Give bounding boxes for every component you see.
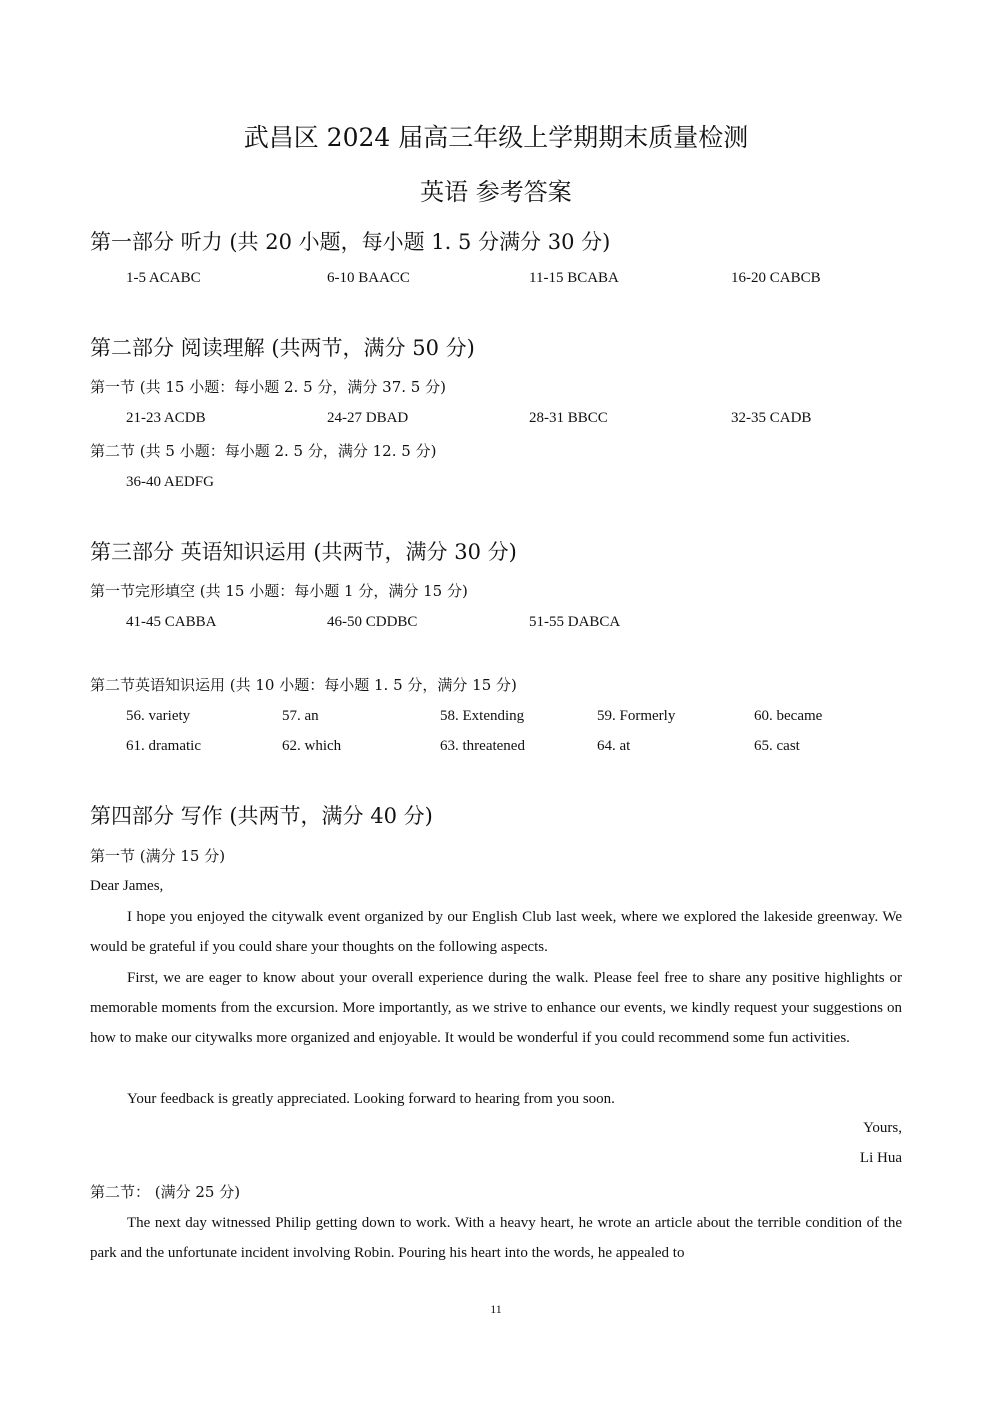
letter-closing: Yours,: [863, 1120, 902, 1136]
part1-heading: 第一部分 听力 (共 20 小题，每小题 1. 5 分满分 30 分): [90, 230, 611, 254]
answer-word: 59. Formerly: [597, 708, 676, 724]
answer-word: 57. an: [282, 708, 319, 724]
answer-word: 60. became: [754, 708, 823, 724]
answer-group: 46-50 CDDBC: [327, 614, 418, 630]
answer-word: 64. at: [597, 738, 631, 754]
part2-heading: 第二部分 阅读理解 (共两节，满分 50 分): [90, 336, 475, 360]
answer-word: 56. variety: [126, 708, 191, 724]
part3-heading: 第三部分 英语知识运用 (共两节，满分 30 分): [90, 540, 517, 564]
answer-group: 36-40 AEDFG: [126, 474, 214, 490]
part4-section1-heading: 第一节 (满分 15 分): [90, 847, 226, 865]
part2-section1-heading: 第一节 (共 15 小题：每小题 2. 5 分，满分 37. 5 分): [90, 378, 446, 396]
letter-paragraph: First, we are eager to know about your overall experience during the walk. Please feel free to share any positive highlights or memorable moments from the excursion. More importantly, as we strive to enhance our events, we kindly request your suggestions on how to make our citywalks more organized and enjoyable. It would be wonderful if you could recommend some fun activities.: [90, 970, 902, 1046]
answer-group: 24-27 DBAD: [327, 410, 409, 426]
page-number: 11: [490, 1302, 502, 1316]
answer-group: 28-31 BBCC: [529, 410, 608, 426]
answer-group: 41-45 CABBA: [126, 614, 217, 630]
answer-group: 6-10 BAACC: [327, 270, 410, 286]
answer-group: 1-5 ACABC: [126, 270, 201, 286]
story-paragraph: The next day witnessed Philip getting down to work. With a heavy heart, he wrote an article about the terrible condition of the park and the unfortunate incident involving Robin. Pouring his heart into the words, he appealed to: [90, 1215, 902, 1261]
answer-word: 61. dramatic: [126, 738, 201, 754]
answer-word: 65. cast: [754, 738, 800, 754]
part3-section1-heading: 第一节完形填空 (共 15 小题：每小题 1 分，满分 15 分): [90, 582, 468, 600]
letter-greeting: Dear James,: [90, 878, 164, 894]
part2-section2-heading: 第二节 (共 5 小题：每小题 2. 5 分，满分 12. 5 分): [90, 442, 437, 460]
part3-section2-heading: 第二节英语知识运用 (共 10 小题：每小题 1. 5 分，满分 15 分): [90, 676, 517, 694]
answer-group: 32-35 CADB: [731, 410, 812, 426]
letter-signature: Li Hua: [859, 1150, 902, 1166]
answer-word: 62. which: [282, 738, 342, 754]
answer-word: 58. Extending: [440, 708, 525, 724]
answer-group: 16-20 CABCB: [731, 270, 821, 286]
page-subtitle: 英语 参考答案: [420, 178, 572, 206]
letter-paragraph: I hope you enjoyed the citywalk event organized by our English Club last week, where we explored the lakeside greenway. We would be grateful if you could share your thoughts on the following aspects.: [90, 909, 902, 955]
answer-word: 63. threatened: [440, 738, 525, 754]
answer-group: 51-55 DABCA: [529, 614, 621, 630]
answer-group: 11-15 BCABA: [529, 270, 619, 286]
part4-heading: 第四部分 写作 (共两节，满分 40 分): [90, 804, 433, 828]
letter-paragraph: Your feedback is greatly appreciated. Looking forward to hearing from you soon.: [127, 1091, 615, 1107]
answer-group: 21-23 ACDB: [126, 410, 206, 426]
part4-section2-heading: 第二节： (满分 25 分): [90, 1183, 241, 1201]
page-title: 武昌区 2024 届高三年级上学期期末质量检测: [243, 123, 749, 152]
